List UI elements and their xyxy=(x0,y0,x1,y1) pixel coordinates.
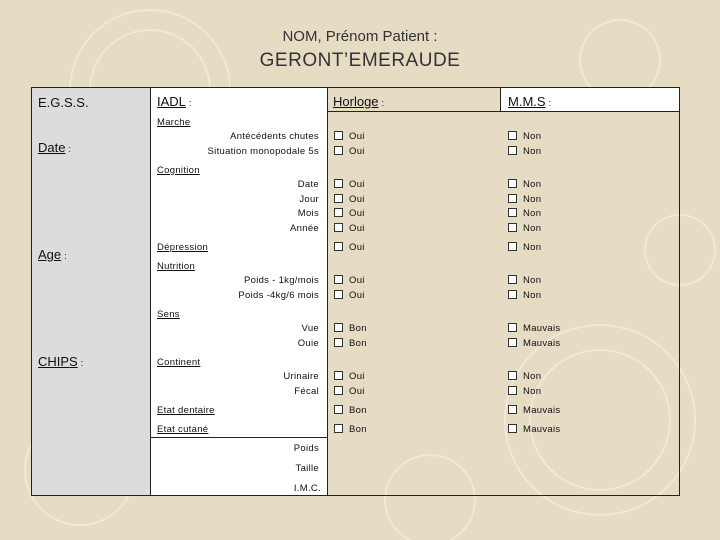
item-imc: I.M.C. xyxy=(293,483,321,494)
patient-name-label: NOM, Prénom Patient : xyxy=(282,28,438,45)
oui-checkbox[interactable]: Oui xyxy=(334,275,365,286)
non-checkbox[interactable]: Non xyxy=(508,146,541,157)
oui-checkbox[interactable]: Oui xyxy=(334,290,365,301)
item-mois: Mois xyxy=(297,208,319,219)
oui-checkbox[interactable]: Oui xyxy=(334,194,365,205)
item-date: Date xyxy=(297,179,319,190)
oui-checkbox[interactable]: Oui xyxy=(334,208,365,219)
chips-label: CHIPS : xyxy=(38,354,84,369)
oui-checkbox[interactable]: Oui xyxy=(334,146,365,157)
mauvais-checkbox[interactable]: Mauvais xyxy=(508,323,560,334)
bon-checkbox[interactable]: Bon xyxy=(334,338,367,349)
item-jour: Jour xyxy=(299,194,319,205)
horloge-header: Horloge : xyxy=(333,94,385,109)
section-nutrition: Nutrition xyxy=(157,261,196,272)
mauvais-checkbox[interactable]: Mauvais xyxy=(508,424,560,435)
non-checkbox[interactable]: Non xyxy=(508,386,541,397)
item-antecedents: Antécédents chutes xyxy=(230,131,319,142)
item-poids-1kg: Poids - 1kg/mois xyxy=(243,275,319,286)
non-checkbox[interactable]: Non xyxy=(508,208,541,219)
oui-checkbox[interactable]: Oui xyxy=(334,223,365,234)
section-continent: Continent xyxy=(157,357,201,368)
non-checkbox[interactable]: Non xyxy=(508,131,541,142)
section-cognition: Cognition xyxy=(157,165,200,176)
iadl-header: IADL : xyxy=(157,94,192,109)
non-checkbox[interactable]: Non xyxy=(508,242,541,253)
non-checkbox[interactable]: Non xyxy=(508,223,541,234)
oui-checkbox[interactable]: Oui xyxy=(334,131,365,142)
non-checkbox[interactable]: Non xyxy=(508,290,541,301)
mauvais-checkbox[interactable]: Mauvais xyxy=(508,405,560,416)
bon-checkbox[interactable]: Bon xyxy=(334,405,367,416)
non-checkbox[interactable]: Non xyxy=(508,179,541,190)
date-label: Date : xyxy=(38,140,72,155)
non-checkbox[interactable]: Non xyxy=(508,275,541,286)
section-etat-cutane: Etat cutané xyxy=(157,424,209,435)
item-fecal: Fécal xyxy=(294,386,319,397)
item-poids-4kg: Poids -4kg/6 mois xyxy=(238,290,319,301)
egss-label: E.G.S.S. xyxy=(38,95,89,110)
bon-checkbox[interactable]: Bon xyxy=(334,323,367,334)
oui-checkbox[interactable]: Oui xyxy=(334,242,365,253)
non-checkbox[interactable]: Non xyxy=(508,194,541,205)
oui-checkbox[interactable]: Oui xyxy=(334,386,365,397)
section-marche: Marche xyxy=(157,117,191,128)
item-urinaire: Urinaire xyxy=(283,371,319,382)
mauvais-checkbox[interactable]: Mauvais xyxy=(508,338,560,349)
section-sens: Sens xyxy=(157,309,180,320)
section-etat-dentaire: Etat dentaire xyxy=(157,405,215,416)
item-poids: Poids xyxy=(293,443,319,454)
item-monopodale: Situation monopodale 5s xyxy=(207,146,319,157)
section-depression: Dépression xyxy=(157,242,209,253)
non-checkbox[interactable]: Non xyxy=(508,371,541,382)
age-label: Age : xyxy=(38,247,68,262)
item-annee: Année xyxy=(290,223,319,234)
item-taille: Taille xyxy=(295,463,319,474)
oui-checkbox[interactable]: Oui xyxy=(334,179,365,190)
item-ouie: Ouie xyxy=(297,338,319,349)
item-vue: Vue xyxy=(301,323,319,334)
oui-checkbox[interactable]: Oui xyxy=(334,371,365,382)
bon-checkbox[interactable]: Bon xyxy=(334,424,367,435)
mms-header: M.M.S : xyxy=(508,94,552,109)
page-title: GERONT’EMERAUDE xyxy=(259,50,461,71)
